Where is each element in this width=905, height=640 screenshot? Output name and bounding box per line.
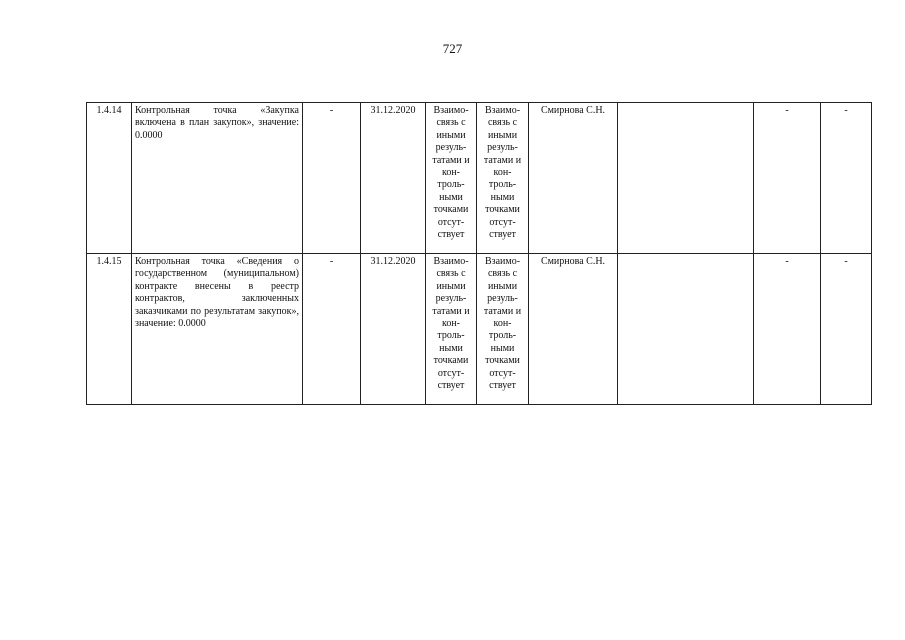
page-number: 727 [442, 41, 463, 56]
empty-cell [618, 254, 754, 405]
table-row [87, 254, 872, 405]
deadline-date: 31.12.2020 [361, 254, 426, 405]
dash-cell: - [821, 103, 872, 254]
base-value-cell: - [303, 103, 361, 254]
responsible-person: Смирнова С.Н. [529, 103, 618, 254]
table-row [87, 103, 872, 254]
control-points-table [86, 102, 872, 405]
control-point-name: Контрольная точка «Закупка включена в план закупок», значение: 0.0000 [132, 103, 303, 254]
control-point-name: Контрольная точка «Сведения о государственном (муниципальном) контракте внесены в реестр контрактов, заключенных заказчиками по результатам закупок», значение: 0.0000 [132, 254, 303, 405]
relation-cell-2: Взаимо- связь с иными резуль- татами и кон- троль- ными точками отсут- ствует [477, 254, 529, 405]
relation-cell-1: Взаимо- связь с иными резуль- татами и кон- троль- ными точками отсут- ствует [426, 254, 477, 405]
relation-cell-1: Взаимо- связь с иными резуль- татами и кон- троль- ными точками отсут- ствует [426, 103, 477, 254]
empty-cell [618, 103, 754, 254]
row-number: 1.4.14 [87, 103, 132, 254]
relation-cell-2: Взаимо- связь с иными резуль- татами и кон- троль- ными точками отсут- ствует [477, 103, 529, 254]
row-number: 1.4.15 [87, 254, 132, 405]
dash-cell: - [754, 103, 821, 254]
dash-cell: - [821, 254, 872, 405]
base-value-cell: - [303, 254, 361, 405]
dash-cell: - [754, 254, 821, 405]
deadline-date: 31.12.2020 [361, 103, 426, 254]
responsible-person: Смирнова С.Н. [529, 254, 618, 405]
